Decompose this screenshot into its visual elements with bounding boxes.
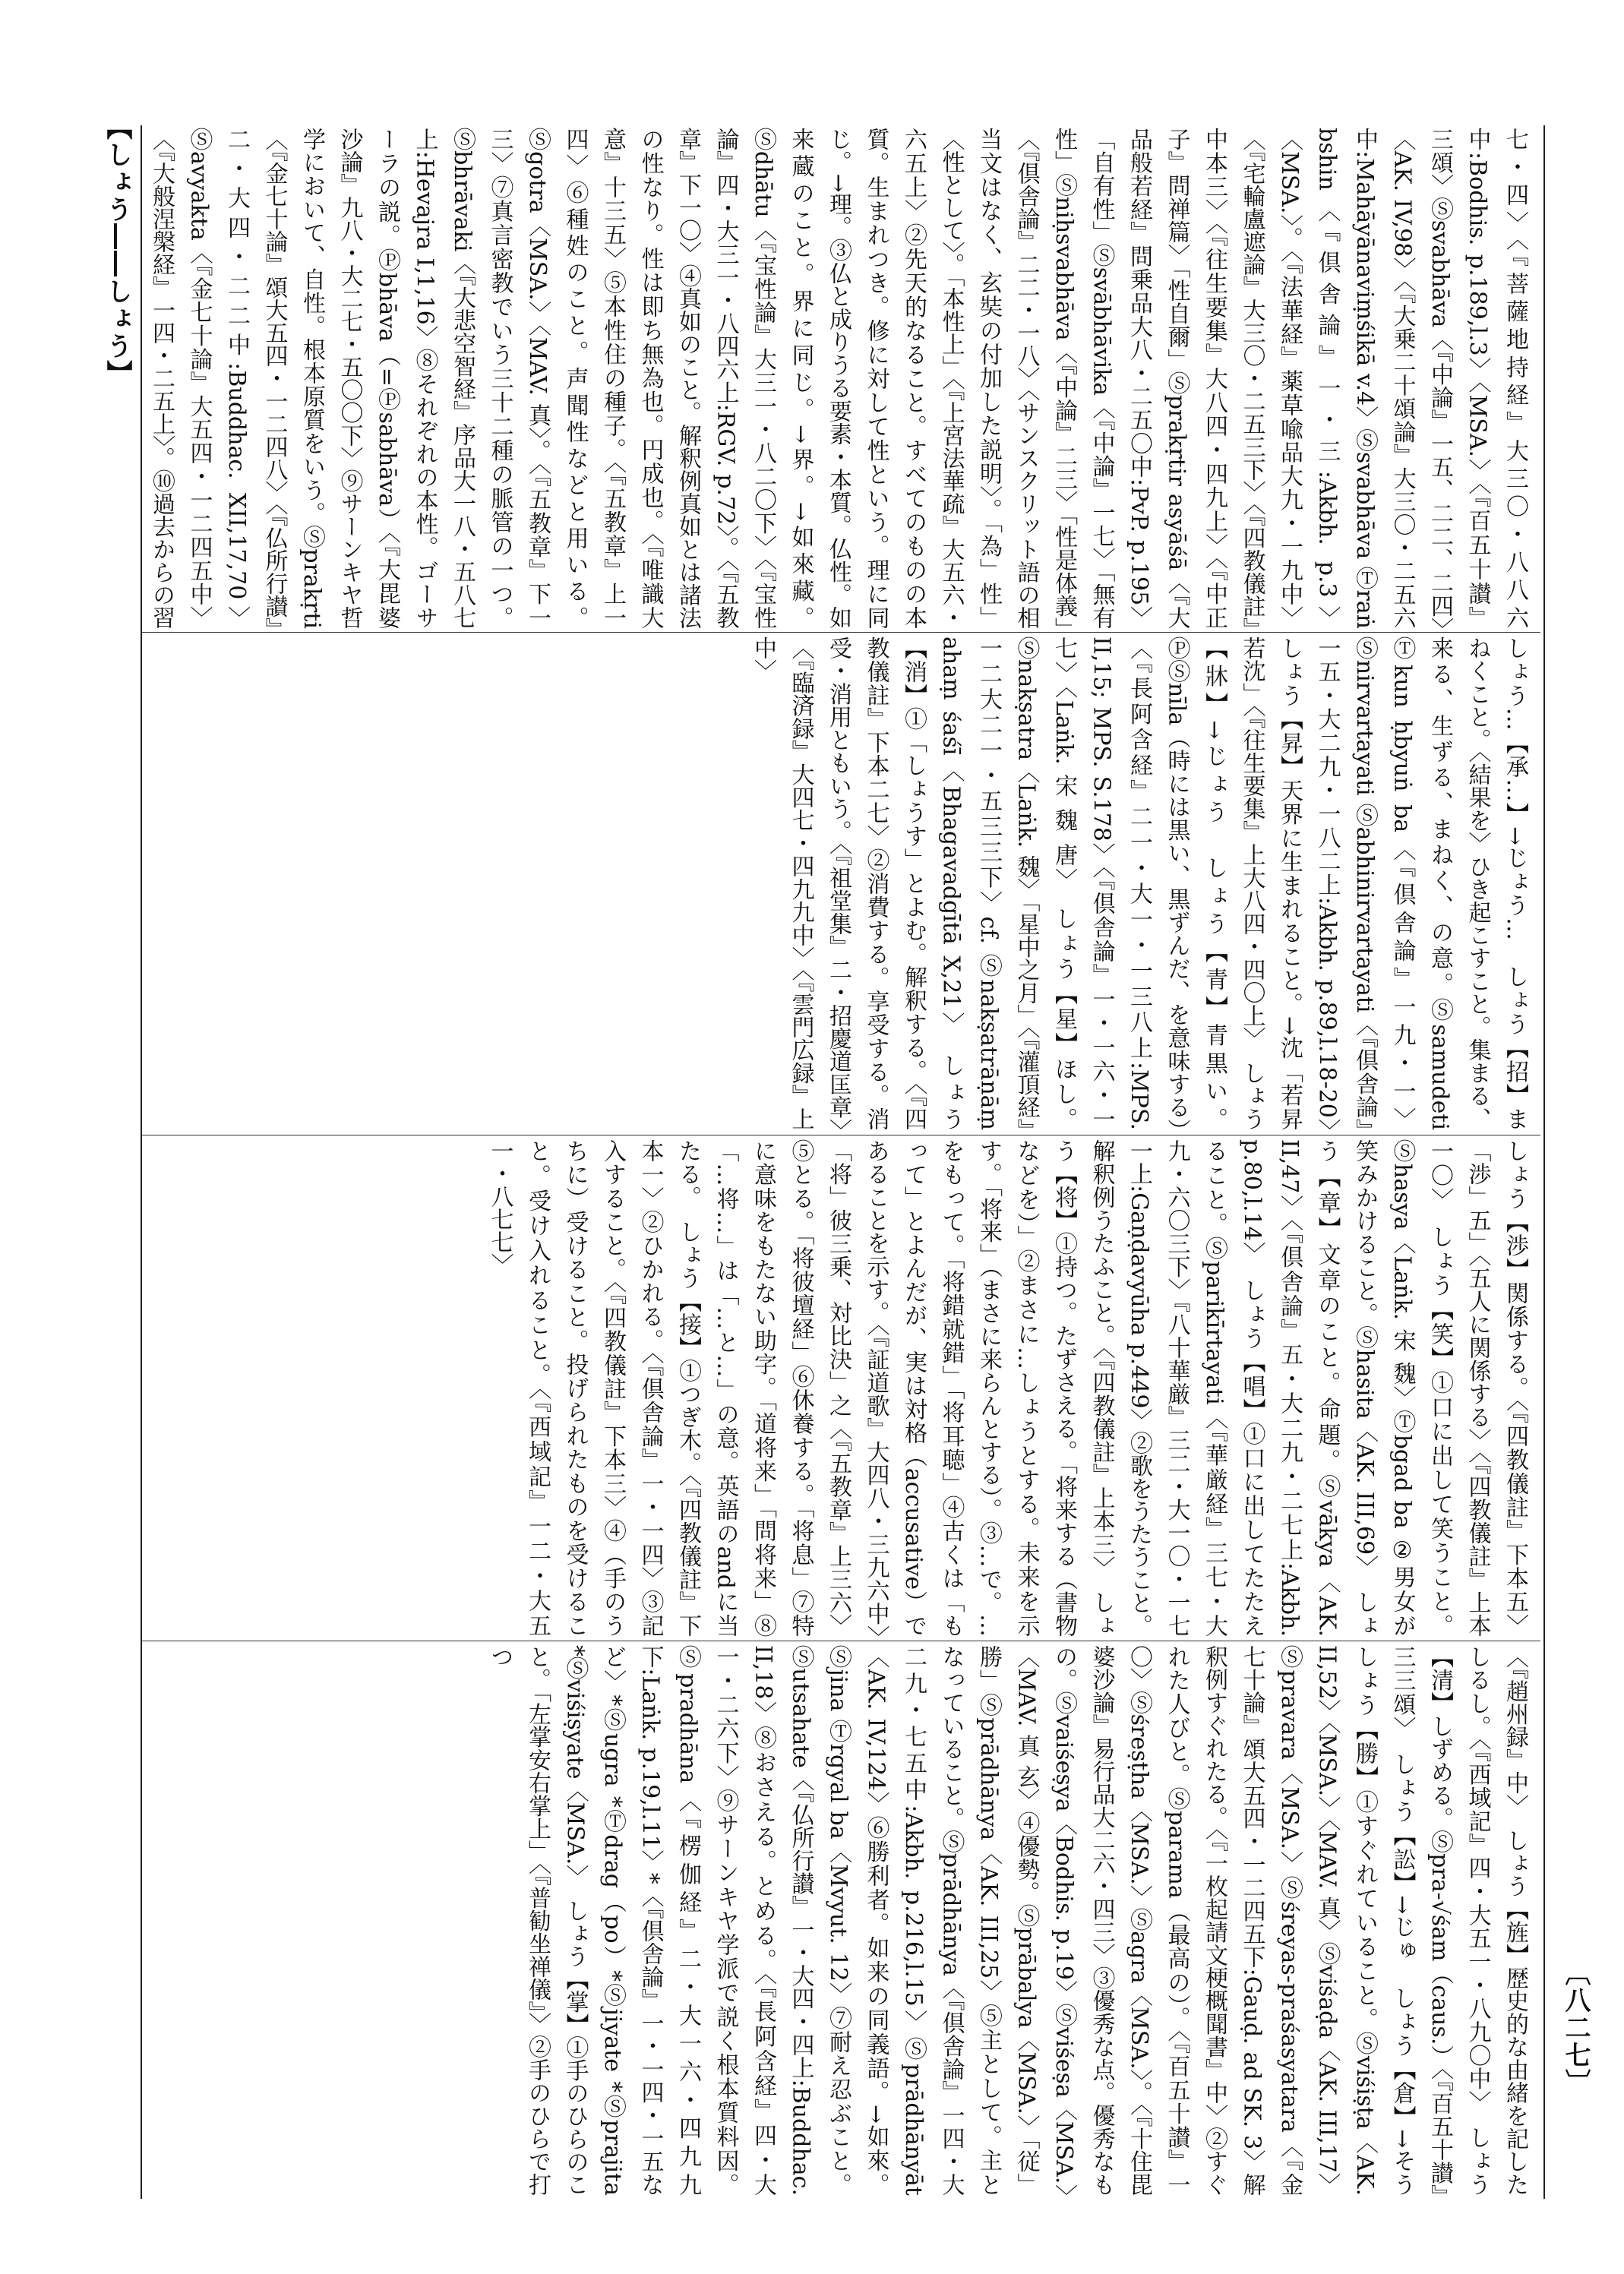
tier-1-text: 七・四〉〈『菩薩地持経』大三〇・八八六中:Bodhis. p.189,l.3〉〈MSA.〉〈『百五十讃』三頌〉Ⓢsvabhāva〈『中論』一五、二二、二四〉〈AK. IV,98〉〈『大乗二十頌論』大三〇・二五六中:Mahāyānaviṃśikā v.4〉Ⓢsvabhāva Ⓣraṅ bshin〈『倶舎論』一・三:Akbh. p.3〉〈MSA.〉。〈『法華経』薬草喩品大九・一九中〉〈『宅輪盧遮論』大三〇・二五三下〉〈『四教儀註』中本三〉〈『往生要集』大八四・四九上〉〈『中正子』問禅篇〉「性自爾」Ⓢprakṛtir asyāśā〈『大品般若経』問乗品大八・二五〇中:PvP. p.195〉「自有性」Ⓢsvābhāvika〈『中論』一七〉「無有性」Ⓢniḥsvabhāva〈『中論』二三〉「性是体義」〈『倶舎論』二二・一八〉〈サンスクリット語の相当文はなく、玄奘の付加した説明〉。「為」性」〈性として〉。「本性上」〈『上宮法華疏』大五六・六五上〉②先天的なること。すべてのものの本質。生まれつき。修に対して性という。理に同じ。→理。③仏と成りうる要素・本質。仏性。如来蔵のこと。界に同じ。→界。→如來藏。Ⓢdhātu〈『宝性論』大三一・八二〇下〉〈『宝性論』四・大三一・八四六上:RGV. p.72〉。〈『五教章』下一〇〉④真如のこと。解釈例真如とは諸法の性なり。性は即ち無為也。円成也。〈『唯識大意』十三五〉⑤本性住の種子。〈『五教章』上一四〉⑥種姓のこと。声聞性などと用いる。Ⓢgotra〈MSA.〉〈MAV. 真〉。〈『五教章』下一三〉⑦真言密教でいう三十二種の脈管の一つ。Ⓢbhrāvaki〈『大悲空智経』序品大一八・五八七上:Hevajra I,1,16〉⑧それぞれの本性。ゴーサーラの説。Ⓟbhāva（=Ⓟsabhāva）〈『大毘婆沙論』九八・大二七・五〇〇下〉⑨サーンキヤ哲学において、自性。根本原質をいう。Ⓢprakṛti〈『金七十論』頌大五四・一二四八〉〈『仏所行讃』二・大四・二二中:Buddhac. XII,17,70〉Ⓢavyakta〈『金七十論』大五四・一二四五中〉〈『大般涅槃経』一四・二五上〉。⑩過去からの習 bbox=[148, 128, 1528, 629]
page-number: 〔八二七〕 bbox=[1560, 1960, 1591, 2096]
tier-2-text: しょう…【承…】→じょう… しょう【招】まねくこと。〈結果を〉ひき起こすこと。集まる、来る、生ずる、まねく、の意。Ⓢsamudeti Ⓣkun ḥbyuṅ ba〈『倶舎論』一九・一〉Ⓢnirvartayati Ⓢabhinirvartayati〈『倶舎論』一五・大二九・一八二上:Akbh. p.89,l.18-20〉 しょう【昇】天界に生まれること。→沈「若昇若沈」〈『往生要集』上大八四・四〇上〉 しょう【牀】→じょう しょう【青】青黒い。ⓅⓈnīla（時には黒い、黒ずんだ、を意味する）〈『長阿含経』二一・大一・一三八上:MPS. II,15; MPS. S.178〉〈『倶舎論』一・一六・一七〉〈Laṅk. 宋 魏 唐〉 しょう【星】ほし。Ⓢnakṣatra〈Laṅk. 魏〉「星中之月」〈『灌頂経』一二大二一・五三三下〉cf. Ⓢnakṣatrāṇāṃ ahaṃ śaśī〈Bhagavadgītā X,21〉 しょう【消】①「しょうす」とよむ。解釈する。〈『四教儀註』下本二七〉②消費する。享受する。消受・消用ともいう。〈『祖堂集』二・招慶道匡章〉〈『臨済録』大四七・四九九中〉〈『雲門広録』上中〉 bbox=[750, 636, 1528, 1130]
tier-3 bbox=[144, 1139, 1538, 1637]
tier-1 bbox=[144, 128, 1538, 629]
tier-divider bbox=[142, 632, 1540, 633]
tier-3-text: しょう【渉】関係する。〈『四教儀註』下本五〉「渉」五」〈五人に関係する〉〈『四教儀註』上本一〇〉 しょう【笑】①口に出して笑うこと。Ⓢhasya〈Laṅk. 宋 魏〉Ⓣbgad ba ②男女が笑みかけること。Ⓢhasita〈AK. III,69〉 しょう【章】文章のこと。命題。Ⓢvākya〈AK. II,47〉〈『倶舎論』五・大二九・二七上:Akbh. p.80,l.14〉 しょう【唱】①口に出してたたえること。Ⓢparikīrtayati〈『華厳経』三七・大九・六〇三下〉『八十華厳』三二・大一〇・一七一上:Gaṇḍavyūha p.449〉②歌をうたうこと。解釈例うたふこと。〈『四教儀註』上本三〉 しょう【将】①持つ。たずさえる。「将来する（書物などを）」②まさに…しょうとする。未来を示す。「将来」（まさに来らんとする）。③…で。…をもって。「将錯就錯」「将耳聴」④古くは「もって」とよんだが、実は対格（accusative）であることを示す。〈『証道歌』大四八・三九六中〉「将」彼三乗、対比決」之〈『五教章』上三六〉⑤とる。「将彼壇経」⑥休養する。「将息」⑦特に意味をもたない助字。「道将来」「問将来」⑧「…将…」は「…と…」の意。英語のandに当たる。 しょう【接】①つぎ木。〈『四教儀註』下本一〉②ひかれる。〈『倶舎論』一・一四〉③記入すること。〈『四教儀註』下本三〉④（手のうちに）受けること。投げられたものを受けること。受け入れること。〈『西域記』一二・大五一・八七七〉 bbox=[486, 1139, 1528, 1637]
running-head: 【しょう――しょう】 bbox=[102, 114, 132, 387]
tier-2 bbox=[144, 636, 1538, 1130]
tier-4 bbox=[144, 1645, 1538, 2196]
tier-4-text: 〈『趙州録』中〉 しょう【旌】歴史的な由緒を記したしるし。〈『西域記』四・大五一・八九〇中〉 しょう【清】しずめる。Ⓢpra-√śam（caus.）〈『百五十讃』三三頌〉 しょう【訟】→じゅ しょう【倉】→そう しょう【勝】①すぐれていること。Ⓢviśiṣṭa〈AK. II,52〉〈MSA.〉〈MAV. 真〉Ⓢviśaḍa〈AK. III,17〉Ⓢpravara〈MSA.〉Ⓢśreyas-praśasyatara〈『金七十論』頌大五四・一二四五下:Gauḍ. ad SK. 3〉解釈例すぐれたる。〈『一枚起請文梗概聞書』中〉②すぐれた人びと。Ⓢparama（最高の）。〈『百五十讃』一〇〉Ⓢśreṣṭha〈MSA.〉Ⓢagra〈MSA.〉。〈『十住毘婆沙論』易行品大二六・四三〉③優秀な点。優秀なもの。Ⓢvaiśeṣya〈Bodhis. p.19〉Ⓢviśeṣa〈MSA.〉〈MAV. 真 玄〉④優勢。Ⓢprābalya〈MSA.〉「従」勝」Ⓢprādhānya〈AK. III,25〉⑤主として。主となっていること。Ⓢprādhānya〈『倶舎論』一四・大二九・七五中:Akbh. p.216,l.15〉Ⓢprādhānyāt〈AK. IV,124〉⑥勝利者。如来の同義語。→如來。Ⓢjina Ⓣrgyal ba〈Mvyut. 12〉⑦耐え忍ぶこと。Ⓢutsahate〈『仏所行讃』一・大四・四上:Buddhac. II,18〉⑧おさえる。とめる。〈『長阿含経』四・大一・二六下〉⑨サーンキヤ学派で説く根本質料因。Ⓢpradhāna〈『楞伽経』二・大一六・四九九下:Laṅk. p.19,l.11〉*〈『倶舎論』一・一四・一五など〉*Ⓢugra *Ⓣdrag（po）*Ⓢjiyate *Ⓢprajita *Ⓢviśiṣyate〈MSA.〉 しょう【掌】①手のひらのこと。「左掌安右掌上」〈『普勧坐禅儀』〉②手のひらで打つ bbox=[486, 1645, 1528, 2196]
